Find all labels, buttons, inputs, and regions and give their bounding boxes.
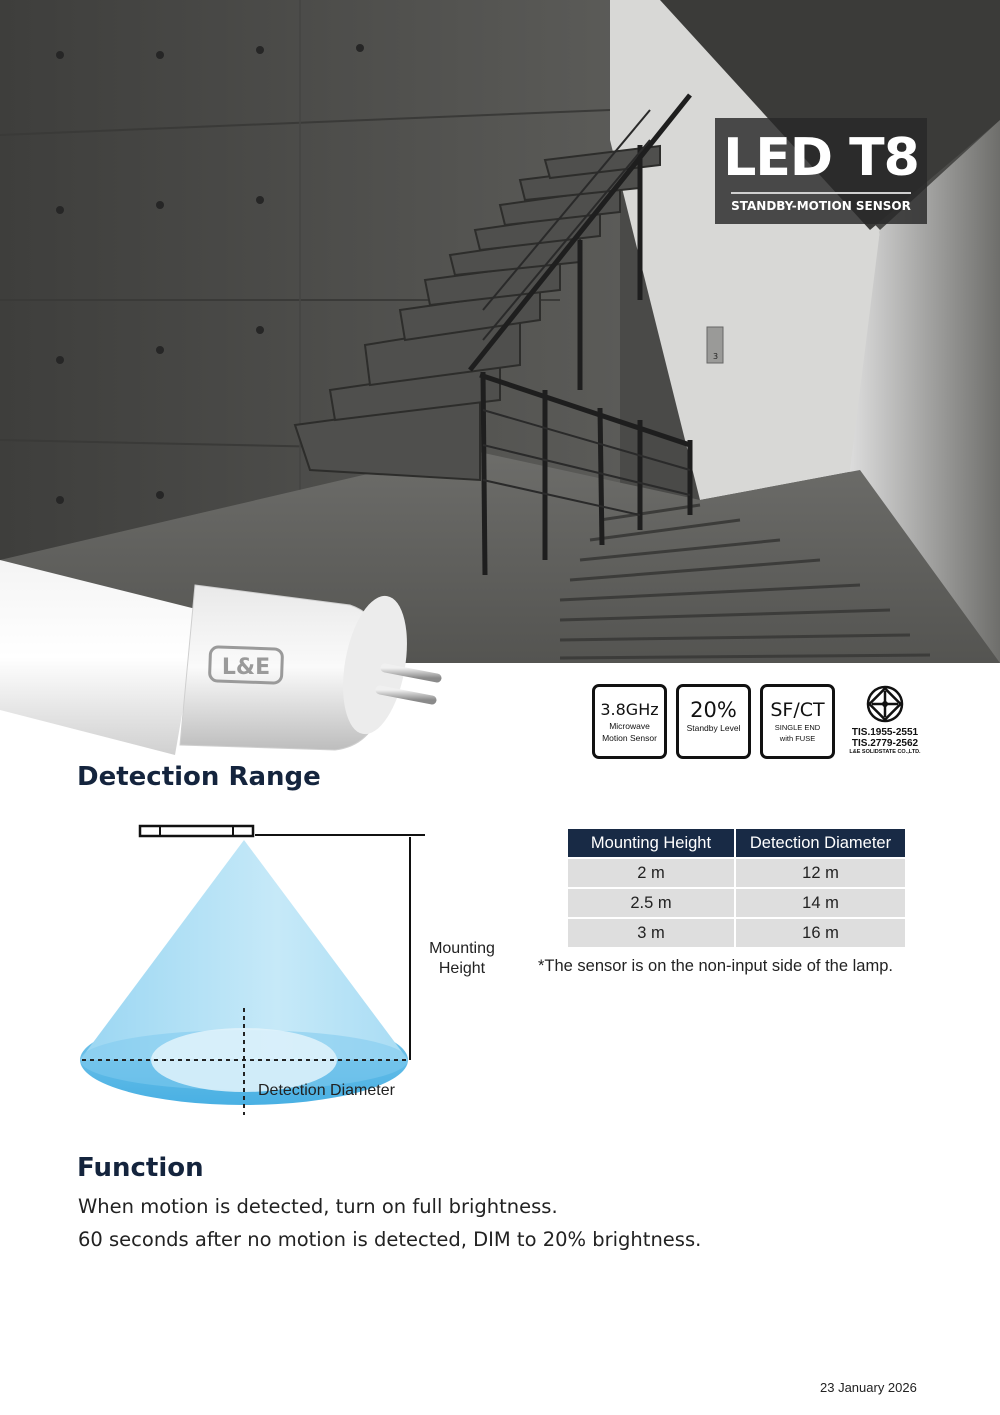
product-title-box — [715, 118, 927, 224]
led-tube-image — [0, 540, 460, 770]
table-cell-height: 2.5 m — [568, 889, 734, 917]
tis-standard-2: TIS.2779-2562 — [851, 738, 919, 749]
badge-standby-level — [676, 684, 751, 759]
badge-microwave-sensor — [592, 684, 667, 759]
column-header-detection-diameter: Detection Diameter — [736, 829, 905, 857]
column-header-mounting-height: Mounting Height — [568, 829, 734, 857]
table-cell-diameter: 16 m — [736, 919, 905, 947]
mounting-height-label-line-1: Mounting — [429, 940, 495, 957]
function-line-1: When motion is detected, turn on full brightness. — [78, 1195, 558, 1218]
document-date: 23 January 2026 — [820, 1380, 917, 1395]
sensor-note: *The sensor is on the non-input side of the lamp. — [538, 957, 893, 975]
brand-logo: L&E — [221, 655, 271, 680]
badge-standby-caption: Standby Level — [686, 723, 741, 733]
table-cell-diameter: 14 m — [736, 889, 905, 917]
tis-standard-1: TIS.1955-2551 — [851, 727, 919, 738]
floor-number: 3 — [713, 352, 719, 361]
table-cell-height: 3 m — [568, 919, 734, 947]
function-line-2: 60 seconds after no motion is detected, DIM to 20% brightness. — [78, 1228, 702, 1251]
mounting-height-label — [418, 939, 506, 979]
tis-company: L&E SOLIDSTATE CO.,LTD. — [849, 749, 921, 755]
badge-sfct-caption-1: SINGLE END — [774, 723, 821, 732]
tis-certification — [842, 683, 928, 763]
detection-diameter-label: Detection Diameter — [258, 1082, 395, 1099]
mounting-height-label-line-2: Height — [438, 960, 486, 977]
table-header-row — [568, 829, 905, 857]
product-subtitle: STANDBY-MOTION SENSOR — [731, 199, 911, 213]
badge-standby-value: 20% — [690, 698, 737, 722]
badge-sfct-value: SF/CT — [770, 699, 825, 721]
detection-spec-table — [566, 827, 907, 949]
title-divider — [731, 192, 911, 194]
detection-range-heading: Detection Range — [77, 762, 321, 792]
badge-single-end-fuse — [760, 684, 835, 759]
badge-frequency-caption-1: Microwave — [609, 721, 650, 731]
product-title: LED T8 — [723, 128, 919, 188]
badge-frequency-caption-2: Motion Sensor — [602, 733, 657, 743]
badge-sfct-caption-2: with FUSE — [779, 734, 816, 743]
table-row — [568, 919, 905, 947]
tis-mark-icon — [865, 683, 905, 725]
function-heading: Function — [77, 1153, 204, 1183]
table-row — [568, 859, 905, 887]
badge-frequency-value: 3.8GHz — [600, 700, 659, 719]
table-row — [568, 889, 905, 917]
table-cell-height: 2 m — [568, 859, 734, 887]
table-cell-diameter: 12 m — [736, 859, 905, 887]
